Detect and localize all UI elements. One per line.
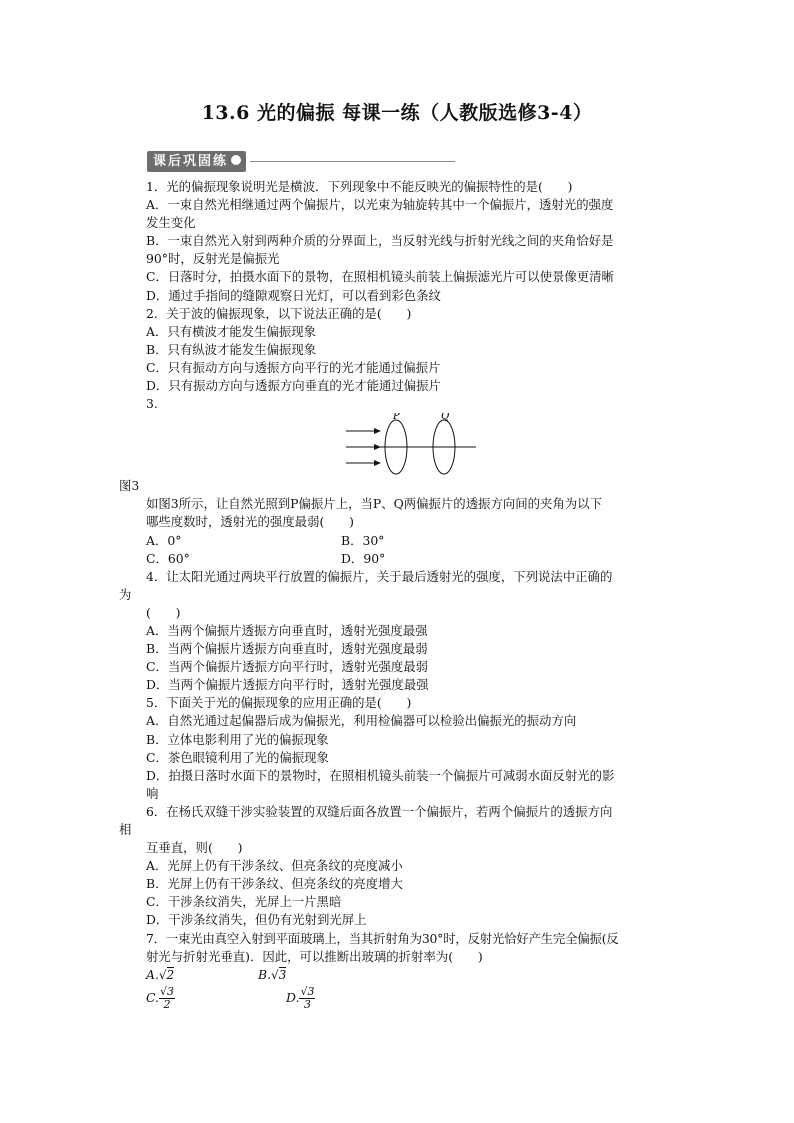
q7-option-b-sqrt <box>271 967 286 982</box>
q7-options-row-1 <box>119 966 679 984</box>
q7-option-a <box>146 966 258 984</box>
q6-stem-cont: 相 <box>119 822 132 837</box>
q4-stem-cont: 为 <box>119 586 132 602</box>
q6-option-b: B．光屏上仍有干涉条纹、但亮条纹的亮度增大 <box>146 876 403 892</box>
q2-option-c: C．只有振动方向与透振方向平行的光才能通过偏振片 <box>146 359 441 375</box>
q3-stem-cont: 哪些度数时，透射光的强度最弱( ) <box>146 514 354 530</box>
q7-option-c-denominator: 2 <box>163 997 171 1011</box>
q3-option-c: C．60° <box>146 550 190 566</box>
bullet-dot-icon <box>232 156 240 164</box>
q7-option-c-label: C. <box>146 989 159 1005</box>
q7-option-d-fraction <box>299 986 315 1011</box>
q3-options-row-2 <box>119 550 679 568</box>
q7-option-c-num-value: 3 <box>167 984 174 998</box>
q3-option-d: D．90° <box>341 550 386 566</box>
q3-option-b: B．30° <box>341 532 385 548</box>
section-header <box>147 151 455 172</box>
q7-option-d-num-value: 3 <box>307 984 315 998</box>
q5-option-c: C．茶色眼镜利用了光的偏振现象 <box>146 749 329 765</box>
sqrt-sign: √ <box>271 967 279 982</box>
sqrt-sign: √ <box>300 984 308 998</box>
q3-number: 3. <box>146 396 158 412</box>
q1-option-b: B．一束自然光入射到两种介质的分界面上，当反射光线与折射光线之间的夹角恰好是 <box>146 233 614 249</box>
q7-option-b-radicand: 3 <box>278 967 287 982</box>
q6-option-c: C．干涉条纹消失，光屏上一片黑暗 <box>146 894 342 910</box>
q7-option-a-radicand: 2 <box>166 967 175 982</box>
q5-stem: 5．下面关于光的偏振现象的应用正确的是( ) <box>146 695 412 711</box>
q7-option-c-fraction <box>159 986 175 1011</box>
q7-option-b-label: B. <box>258 966 272 982</box>
q7-stem: 7．一束光由真空入射到平面玻璃上，当其折射角为30°时，反射光恰好产生完全偏振(反 <box>146 930 619 946</box>
q1-option-b-cont: 90°时，反射光是偏振光 <box>146 251 280 267</box>
page-title: 13.6 光的偏振 每课一练（人教版选修3-4） <box>201 102 593 124</box>
label-p: P <box>393 413 400 423</box>
q5-option-a: A．自然光通过起偏器后成为偏振光，利用检偏器可以检验出偏振光的振动方向 <box>146 713 577 729</box>
q6-stem: 6．在杨氏双缝干涉实验装置的双缝后面各放置一个偏振片，若两个偏振片的透振方向 <box>146 803 613 819</box>
q5-option-d-cont: 响 <box>146 785 159 801</box>
q6-stem-cont-2: 互垂直，则( ) <box>146 840 243 856</box>
q1-option-a-cont: 发生变化 <box>146 215 196 231</box>
q4-option-d: D．当两个偏振片透振方向平行时，透射光强度最强 <box>146 677 429 693</box>
polarizer-diagram <box>344 413 479 481</box>
section-divider <box>250 161 455 162</box>
sqrt-sign: √ <box>158 967 167 982</box>
q5-option-b: B．立体电影利用了光的偏振现象 <box>146 731 329 747</box>
section-tag <box>147 151 246 172</box>
q4-option-b: B．当两个偏振片透振方向垂直时，透射光强度最弱 <box>146 641 428 657</box>
q7-option-c <box>146 986 286 1011</box>
q4-option-c: C．当两个偏振片透振方向平行时，透射光强度最弱 <box>146 659 429 675</box>
q2-stem: 2．关于波的偏振现象，以下说法正确的是( ) <box>146 305 412 321</box>
polarizer-figure <box>344 413 479 481</box>
q7-option-b <box>258 966 286 984</box>
q2-option-b: B．只有纵波才能发生偏振现象 <box>146 341 317 357</box>
q2-option-a: A．只有横波才能发生偏振现象 <box>146 323 317 339</box>
q6-option-d: D．干涉条纹消失，但仍有光射到光屏上 <box>146 912 367 928</box>
sqrt-sign: √ <box>159 984 167 998</box>
q7-option-d-label: D. <box>286 989 300 1005</box>
q1-stem: 1．光的偏振现象说明光是横波．下列现象中不能反映光的偏振特性的是( ) <box>146 179 573 194</box>
q7-option-d-denominator: 3 <box>303 997 311 1011</box>
label-q: Q <box>441 413 450 423</box>
q3-option-a: A．0° <box>146 532 182 548</box>
q7-option-c-numerator <box>159 986 175 999</box>
q7-option-a-sqrt <box>159 967 174 982</box>
q1-option-d: D．通过手指间的缝隙观察日光灯，可以看到彩色条纹 <box>146 287 441 303</box>
q4-stem: 4．让太阳光通过两块平行放置的偏振片，关于最后透射光的强度，下列说法中正确的 <box>146 568 613 584</box>
q4-answer-paren: ( ) <box>146 604 181 620</box>
q7-options-row-2 <box>119 986 679 1011</box>
q3-stem: 如图3所示，让自然光照到P偏振片上，当P、Q两偏振片的透振方向间的夹角为以下 <box>146 496 602 512</box>
q7-option-d <box>286 986 315 1011</box>
q1-option-c: C．日落时分，拍摄水面下的景物，在照相机镜头前装上偏振滤光片可以使景像更清晰 <box>146 269 614 285</box>
section-tag-label: 课后巩固练 <box>153 154 229 169</box>
q6-option-a: A．光屏上仍有干涉条纹、但亮条纹的亮度减小 <box>146 858 403 874</box>
exercise-list <box>119 178 679 1011</box>
q7-option-d-numerator <box>299 986 315 999</box>
q7-stem-cont: 射光与折射光垂直)．因此，可以推断出玻璃的折射率为( ) <box>146 948 483 964</box>
q4-option-a: A．当两个偏振片透振方向垂直时，透射光强度最强 <box>146 622 428 638</box>
q3-options-row-1 <box>119 532 679 550</box>
q2-option-d: D．只有振动方向与透振方向垂直的光才能通过偏振片 <box>146 378 441 394</box>
q1-option-a: A．一束自然光相继通过两个偏振片，以光束为轴旋转其中一个偏振片，透射光的强度 <box>146 197 614 213</box>
figure-caption: 图3 <box>119 478 140 494</box>
q7-option-a-label: A. <box>146 966 159 982</box>
q5-option-d: D．拍摄日落时水面下的景物时，在照相机镜头前装一个偏振片可减弱水面反射光的影 <box>146 767 615 783</box>
